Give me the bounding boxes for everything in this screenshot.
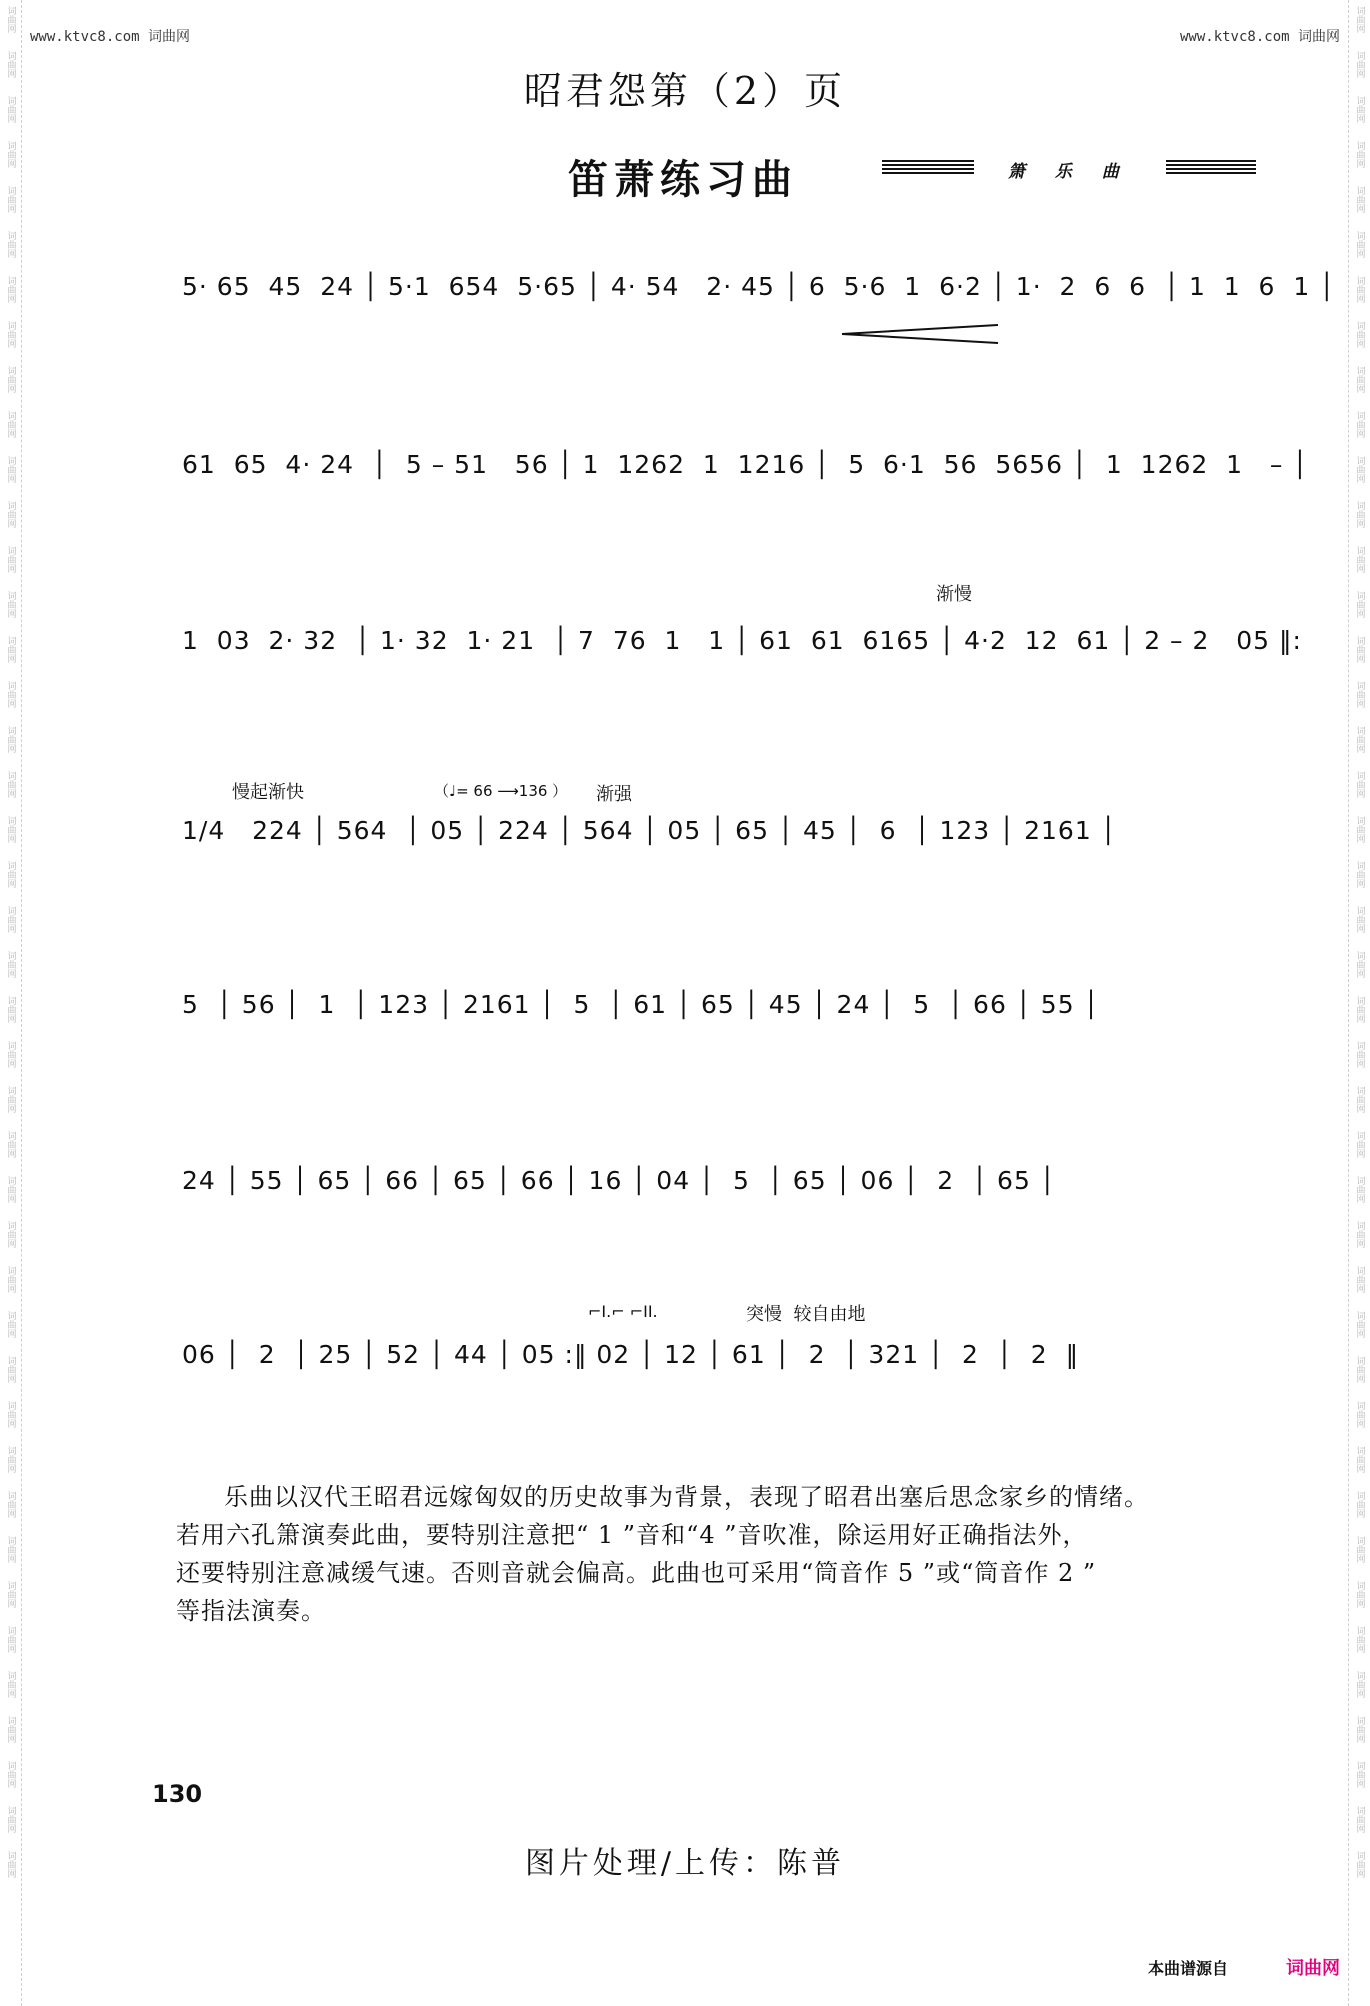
margin-watermark: 词曲网 (5, 501, 16, 528)
notation-row-4: 1/4 224 │ 564 │ 05 │ 224 │ 564 │ 05 │ 65 │ 45 │ 6 │ 123 │ 2161 │ (182, 816, 1117, 845)
margin-watermark: 词曲网 (1354, 6, 1365, 33)
notation-row-6: 24 │ 55 │ 65 │ 66 │ 65 │ 66 │ 16 │ 04 │ 5 │ 65 │ 06 │ 2 │ 65 │ (182, 1166, 1056, 1195)
margin-watermark: 词曲网 (5, 96, 16, 123)
tempo-marking-sudden-slow: 突慢 较自由地 (746, 1304, 866, 1325)
margin-watermark: 词曲网 (5, 906, 16, 933)
page-title: 昭君怨第（2）页 (523, 69, 847, 113)
margin-watermark: 词曲网 (1354, 1491, 1365, 1518)
margin-watermark: 词曲网 (5, 411, 16, 438)
margin-watermark: 词曲网 (1354, 1581, 1365, 1608)
margin-watermark: 词曲网 (1354, 1806, 1365, 1833)
margin-watermark: 词曲网 (5, 1041, 16, 1068)
description-line: 还要特别注意减缓气速。否则音就会偏高。此曲也可采用“筒音作 5 ”或“筒音作 2 ” (176, 1559, 1097, 1587)
notation-row-1: 5· 65 45 24 │ 5·1 654 5·65 │ 4· 54 2· 45 │ 6 5·6 1 6·2 │ 1· 2 6 6 │ 1 1 6 1 │ (182, 272, 1336, 301)
margin-watermark: 词曲网 (5, 1671, 16, 1698)
margin-watermark: 词曲网 (1354, 1536, 1365, 1563)
title-decoration-rule (1166, 160, 1256, 174)
margin-watermark: 词曲网 (1354, 411, 1365, 438)
watermark-right: www.ktvc8.com 词曲网 (1179, 29, 1340, 45)
margin-watermark: 词曲网 (1354, 276, 1365, 303)
margin-watermark: 词曲网 (5, 816, 16, 843)
description-line: 若用六孔箫演奏此曲，要特别注意把“ 1 ”音和“4 ”音吹准，除运用好正确指法外， (176, 1521, 1088, 1549)
margin-watermark: 词曲网 (1354, 591, 1365, 618)
description-paragraph (176, 1478, 1266, 1630)
margin-watermark: 词曲网 (1354, 546, 1365, 573)
margin-watermark: 词曲网 (5, 546, 16, 573)
notation-row-3: 1 03 2· 32 │ 1· 32 1· 21 │ 7 76 1 1 │ 61 61 6165 │ 4·2 12 61 │ 2 – 2 05 ‖: (182, 626, 1302, 655)
description-line: 乐曲以汉代王昭君远嫁匈奴的历史故事为背景，表现了昭君出塞后思念家乡的情绪。 (224, 1483, 1149, 1511)
volta-endings: ⌐I.⌐ ⌐II. (588, 1302, 658, 1321)
margin-watermark: 词曲网 (1354, 1626, 1365, 1653)
footer-source-label: 本曲谱源自 (1147, 1959, 1228, 1978)
title-decoration-rule (882, 160, 974, 174)
margin-watermark: 词曲网 (5, 1401, 16, 1428)
margin-watermark: 词曲网 (1354, 771, 1365, 798)
right-margin-watermark-strip (1348, 0, 1370, 2006)
margin-watermark: 词曲网 (1354, 51, 1365, 78)
tempo-marking-gradually-slower: 渐慢 (936, 584, 972, 605)
margin-watermark: 词曲网 (5, 186, 16, 213)
margin-watermark: 词曲网 (5, 6, 16, 33)
margin-watermark: 词曲网 (5, 1086, 16, 1113)
margin-watermark: 词曲网 (5, 591, 16, 618)
margin-watermark: 词曲网 (5, 51, 16, 78)
margin-watermark: 词曲网 (1354, 1311, 1365, 1338)
margin-watermark: 词曲网 (1354, 1356, 1365, 1383)
notation-row-5: 5 │ 56 │ 1 │ 123 │ 2161 │ 5 │ 61 │ 65 │ 45 │ 24 │ 5 │ 66 │ 55 │ (182, 990, 1100, 1019)
margin-watermark: 词曲网 (5, 1176, 16, 1203)
margin-watermark: 词曲网 (1354, 1761, 1365, 1788)
margin-watermark: 词曲网 (5, 996, 16, 1023)
margin-watermark: 词曲网 (5, 1311, 16, 1338)
page-number: 130 (152, 1780, 203, 1808)
description-line: 等指法演奏。 (176, 1597, 326, 1625)
margin-watermark: 词曲网 (1354, 996, 1365, 1023)
margin-watermark: 词曲网 (1354, 1041, 1365, 1068)
margin-watermark: 词曲网 (1354, 906, 1365, 933)
margin-watermark: 词曲网 (1354, 726, 1365, 753)
margin-watermark: 词曲网 (1354, 1671, 1365, 1698)
margin-watermark: 词曲网 (1354, 816, 1365, 843)
margin-watermark: 词曲网 (5, 771, 16, 798)
composer-credit: 箫 乐 曲 (1008, 162, 1119, 182)
margin-watermark: 词曲网 (5, 951, 16, 978)
margin-watermark: 词曲网 (5, 681, 16, 708)
margin-watermark: 词曲网 (1354, 321, 1365, 348)
margin-watermark: 词曲网 (1354, 681, 1365, 708)
song-title: 笛萧练习曲 (568, 156, 798, 203)
metronome-marking: （♩= 66 ⟶136 ） (434, 782, 568, 800)
margin-watermark: 词曲网 (1354, 636, 1365, 663)
margin-watermark: 词曲网 (5, 1536, 16, 1563)
margin-watermark: 词曲网 (5, 1851, 16, 1878)
margin-watermark: 词曲网 (1354, 141, 1365, 168)
margin-watermark: 词曲网 (5, 1266, 16, 1293)
margin-watermark: 词曲网 (5, 231, 16, 258)
margin-watermark: 词曲网 (5, 1446, 16, 1473)
margin-watermark: 词曲网 (1354, 366, 1365, 393)
margin-watermark: 词曲网 (5, 276, 16, 303)
margin-watermark: 词曲网 (1354, 1266, 1365, 1293)
margin-watermark: 词曲网 (1354, 456, 1365, 483)
margin-watermark: 词曲网 (5, 1761, 16, 1788)
margin-watermark: 词曲网 (5, 1491, 16, 1518)
margin-watermark: 词曲网 (1354, 1851, 1365, 1878)
margin-watermark: 词曲网 (5, 726, 16, 753)
margin-watermark: 词曲网 (1354, 1131, 1365, 1158)
margin-watermark: 词曲网 (5, 1356, 16, 1383)
notation-row-7: 06 │ 2 │ 25 │ 52 │ 44 │ 05 :‖ 02 │ 12 │ 61 │ 2 │ 321 │ 2 │ 2 ‖ (182, 1340, 1080, 1369)
margin-watermark: 词曲网 (1354, 1401, 1365, 1428)
margin-watermark: 词曲网 (1354, 186, 1365, 213)
margin-watermark: 词曲网 (5, 1581, 16, 1608)
notation-row-2: 61 65 4· 24 │ 5 – 51 56 │ 1 1262 1 1216 │ 5 6·1 56 5656 │ 1 1262 1 – │ (182, 450, 1309, 479)
margin-watermark: 词曲网 (5, 141, 16, 168)
margin-watermark: 词曲网 (5, 861, 16, 888)
margin-watermark: 词曲网 (5, 456, 16, 483)
left-margin-watermark-strip (0, 0, 22, 2006)
margin-watermark: 词曲网 (1354, 1446, 1365, 1473)
margin-watermark: 词曲网 (1354, 861, 1365, 888)
margin-watermark: 词曲网 (1354, 231, 1365, 258)
dynamic-crescendo-label: 渐强 (596, 784, 632, 805)
footer-brand-link[interactable]: 词曲网 (1286, 1958, 1340, 1979)
margin-watermark: 词曲网 (1354, 96, 1365, 123)
crescendo-hairpin (842, 323, 998, 345)
margin-watermark: 词曲网 (1354, 1086, 1365, 1113)
margin-watermark: 词曲网 (5, 1716, 16, 1743)
margin-watermark: 词曲网 (1354, 1716, 1365, 1743)
watermark-left: www.ktvc8.com 词曲网 (30, 29, 191, 45)
margin-watermark: 词曲网 (5, 636, 16, 663)
margin-watermark: 词曲网 (5, 366, 16, 393)
margin-watermark: 词曲网 (1354, 501, 1365, 528)
uploader-credit: 图片处理/上传：陈普 (524, 1846, 846, 1881)
margin-watermark: 词曲网 (5, 321, 16, 348)
margin-watermark: 词曲网 (5, 1131, 16, 1158)
margin-watermark: 词曲网 (1354, 1221, 1365, 1248)
tempo-marking-slow-start: 慢起渐快 (232, 782, 304, 803)
margin-watermark: 词曲网 (1354, 951, 1365, 978)
margin-watermark: 词曲网 (1354, 1176, 1365, 1203)
margin-watermark: 词曲网 (5, 1806, 16, 1833)
margin-watermark: 词曲网 (5, 1221, 16, 1248)
margin-watermark: 词曲网 (5, 1626, 16, 1653)
